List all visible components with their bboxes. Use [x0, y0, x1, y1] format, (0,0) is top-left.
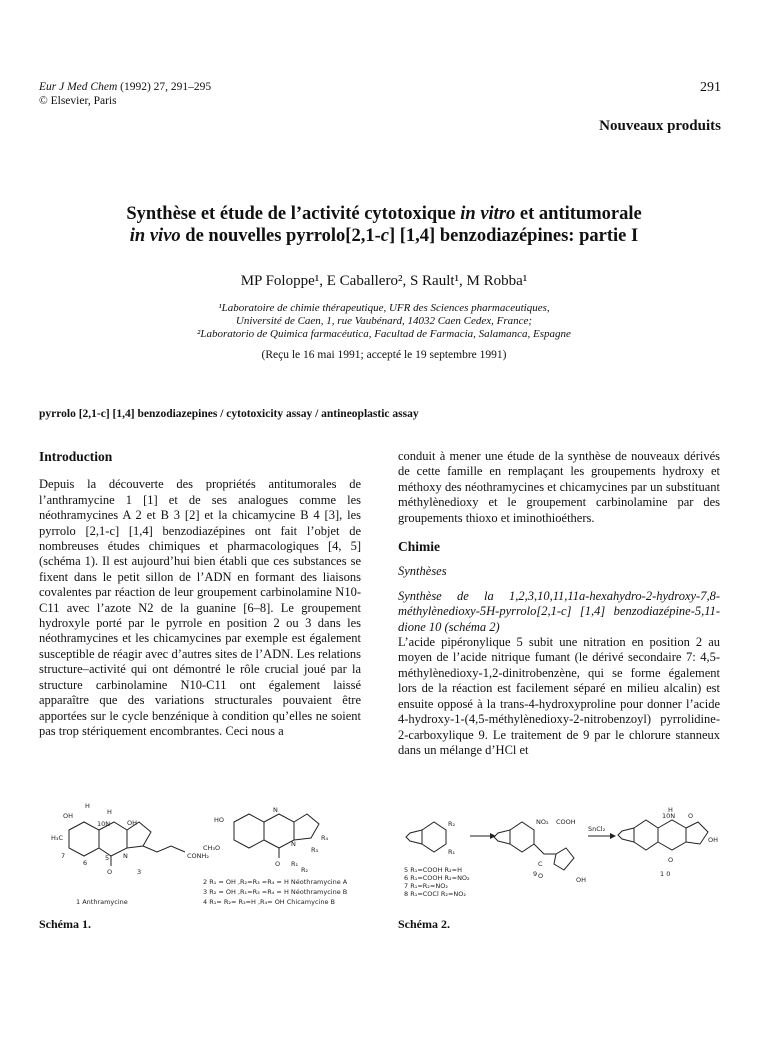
section-heading: Chimie — [398, 539, 440, 555]
authors: MP Foloppe¹, E Caballero², S Rault¹, M Robba¹ — [240, 273, 528, 289]
svg-text:OH: OH — [127, 819, 138, 827]
title-part: de nouvelles pyrrolo[2,1- — [180, 226, 381, 246]
scheme-1-structures — [39, 800, 369, 912]
arrow-head — [610, 833, 616, 839]
svg-text:NO₂: NO₂ — [536, 818, 549, 826]
neothramycine-structure — [203, 806, 329, 874]
piperonylic-structure — [406, 820, 456, 856]
title-part: Synthèse et étude de l’activité cytotoxique — [126, 204, 461, 224]
svg-text:N: N — [291, 840, 296, 848]
reagent-label: SnCl₂ — [588, 825, 606, 833]
title-part: ] [1,4] benzodiazépines: partie I — [388, 226, 639, 246]
journal-header — [39, 80, 211, 108]
svg-text:COOH: COOH — [556, 818, 576, 826]
svg-text:O: O — [668, 856, 674, 864]
svg-text:H: H — [85, 802, 90, 810]
keywords: pyrrolo [2,1-c] [1,4] benzodiazepines / cytotoxicity assay / antineoplastic assay — [39, 408, 419, 420]
subsection-title: Synthèse de la 1,2,3,10,11,11a-hexahydro-2-hydroxy-7,8-méthylènedioxy-5H-pyrrolo[2,1-c] [1,4] benzodiazépine-5,11-dione 10 (schéma 2) — [398, 588, 720, 634]
affiliations — [0, 302, 768, 341]
svg-text:O: O — [688, 812, 694, 820]
svg-text:H: H — [107, 808, 112, 816]
svg-text:R₂: R₂ — [448, 820, 456, 828]
title-italic: in vitro — [460, 204, 516, 224]
svg-text:CONH₂: CONH₂ — [187, 852, 210, 860]
svg-text:H₃C: H₃C — [51, 834, 64, 842]
svg-text:CH₃O: CH₃O — [203, 844, 221, 852]
svg-text:C: C — [538, 860, 543, 868]
received-dates: (Reçu le 16 mai 1991; accepté le 19 septembre 1991) — [261, 349, 507, 361]
scheme1-row: 4 R₁= R₂= R₃=H ,R₄= OH Chicamycine B — [203, 898, 335, 906]
svg-text:7: 7 — [61, 852, 66, 860]
scheme2-row: 5 R₁=COOH R₂=H — [404, 866, 462, 874]
left-column — [39, 449, 361, 739]
svg-text:10N: 10N — [662, 812, 676, 820]
svg-text:O: O — [107, 868, 113, 876]
svg-text:R₃: R₃ — [311, 846, 319, 854]
paragraph: conduit à mener une étude de la synthèse de nouveaux dérivés de cette famille en remplaçant les groupements hydroxy et méthoxy des néothramycines et chicamycines par un substituant méthylènedioxy et le groupement carbinolamine par des groupements thioxo et iminothioéthers. — [398, 449, 720, 525]
svg-text:OH: OH — [708, 836, 719, 844]
title-part: et antitumorale — [515, 204, 642, 224]
svg-text:O: O — [538, 872, 544, 880]
svg-text:R₂: R₂ — [301, 866, 309, 874]
title-italic: in vivo — [129, 226, 181, 246]
svg-text:N: N — [123, 852, 128, 860]
affiliation-line: ¹Laboratoire de chimie thérapeutique, UFR des Sciences pharmaceutiques, — [218, 302, 550, 314]
article-title — [0, 203, 768, 247]
svg-text:5: 5 — [105, 854, 110, 862]
scheme2-row: 7 R₁=R₂=NO₂ — [404, 882, 448, 890]
subheading: Synthèses — [398, 564, 447, 579]
svg-text:3: 3 — [137, 868, 142, 876]
compound-9-label: 9 — [533, 870, 538, 878]
svg-text:HO: HO — [214, 816, 225, 824]
paragraph: L’acide pipéronylique 5 subit une nitration en position 2 au moyen de l’acide nitrique fumant (le dérivé secondaire 7: 4,5-méthylènedioxy-1,2-dinitrobenzène, qui se forme également lors de la réaction est facilement séparé en milieu alcalin) est ensuite opposé à la trans-4-hydroxyproline pour donner l’acide 4-hydroxy-1-(4,5-méthylènedioxy-2-nitrobenzoyl) pyrrolidine-2-carboxylique 9. Le traitement de 9 par le chlorure stanneux dans un mélange d’HCl et — [398, 635, 720, 757]
intro-paragraph: Depuis la découverte des propriétés antitumorales de l’anthramycine 1 [1] et de ses analogues comme les néothramycines A 2 et B 3 [2] et la chicamycine B 4 [3], les pyrrolo [2,1-c] [1,4] benzodiazépines ont fait l’objet de nombreuses études chimiques et pharmacologiques [4, 5] (schéma 1). Il est aujourd’hui bien établi que ces substances se fixent dans le petit sillon de l’ADN en formant des liaisons covalentes par réaction de leur groupement carbinolamine N10-C11 avec l’azote N2 de la guanine [6–8]. Le groupement hydroxyle porté par le pyrrole en position 2 ou 3 dans les néothramycines et les chicamycines par exemple est également susceptible de réagir avec d’autres sites de l’ADN. Les relations structure–activité qui ont démontré le rôle crucial joué par la structure carbinolamine N10-C11 ont également laissé apparaître que des variations structurales pouvaient être apportées sur le cycle benzénique à condition qu’elles ne soient pas trop stériquement encombrantes. Ceci nous a — [39, 477, 361, 738]
scheme2-row: 8 R₁=COCl R₂=NO₂ — [404, 890, 466, 898]
scheme1-row: 3 R₂ = OH ,R₁=R₃ =R₄ = H Néothramycine B — [203, 888, 348, 896]
right-column — [398, 449, 720, 758]
svg-text:N: N — [273, 806, 278, 814]
section-heading: Introduction — [39, 449, 113, 464]
publisher: © Elsevier, Paris — [39, 95, 117, 107]
affiliation-line: ²Laboratorio de Quimica farmacéutica, Facultad de Farmacia, Salamanca, Espagne — [197, 328, 571, 340]
anthramycine-structure — [51, 802, 209, 876]
svg-text:O: O — [275, 860, 281, 868]
svg-text:R₁: R₁ — [291, 860, 299, 868]
journal-name: Eur J Med Chem — [39, 81, 118, 93]
compound-10-label: 1 0 — [660, 870, 671, 878]
scheme-1-caption: Schéma 1. — [39, 917, 91, 931]
svg-text:R₄: R₄ — [321, 834, 329, 842]
scheme-2-structures — [398, 800, 728, 900]
svg-text:R₁: R₁ — [448, 848, 456, 856]
svg-text:OH: OH — [576, 876, 587, 884]
section-label: Nouveaux produits — [599, 118, 721, 134]
compound-9-structure — [494, 818, 586, 884]
title-italic: c — [380, 226, 389, 246]
journal-citation: (1992) 27, 291–295 — [120, 81, 212, 93]
scheme1-row: 2 R₁ = OH ,R₂=R₃ =R₄ = H Néothramycine A — [203, 878, 348, 886]
affiliation-line: Université de Caen, 1, rue Vaubénard, 14032 Caen Cedex, France; — [235, 315, 533, 327]
svg-text:10N: 10N — [97, 820, 111, 828]
scheme1-label-1: 1 Anthramycine — [76, 898, 128, 906]
scheme2-row: 6 R₁=COOH R₂=NO₂ — [404, 874, 470, 882]
page-number: 291 — [700, 80, 721, 95]
svg-text:6: 6 — [83, 859, 88, 867]
compound-10-structure — [618, 806, 718, 864]
scheme-2-caption: Schéma 2. — [398, 917, 450, 931]
svg-text:OH: OH — [63, 812, 74, 820]
svg-text:H: H — [668, 806, 673, 814]
